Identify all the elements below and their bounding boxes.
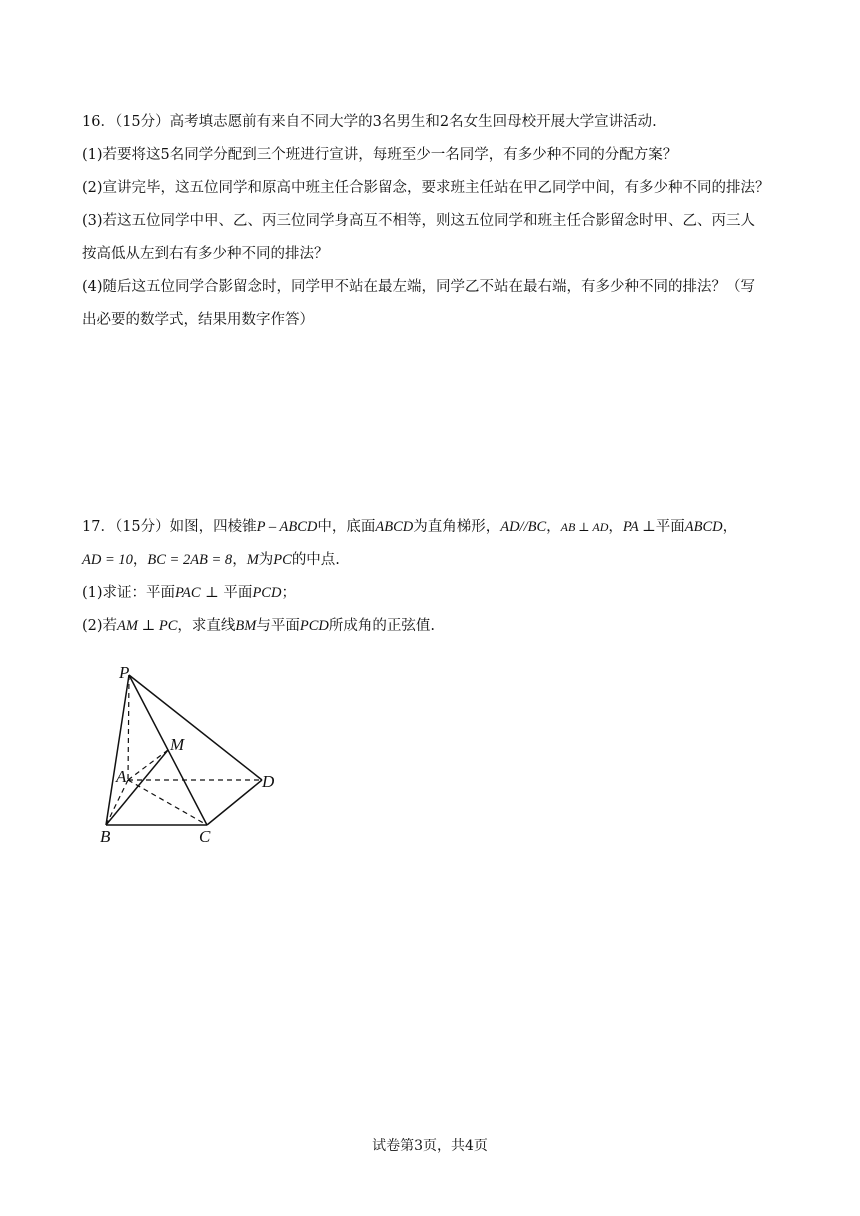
text-segment: ，求直线: [177, 618, 236, 634]
comma: ，: [232, 552, 247, 568]
perpendicular-condition-1: AB ⊥ AD: [560, 520, 609, 534]
plane-pcd: PCD: [299, 618, 329, 634]
comma: ，: [608, 519, 623, 535]
problem-16-question-3-line-1: (3)若这五位同学中甲、乙、丙三位同学身高互不相等，则这五位同学和班主任合影留念时甲、乙、丙三人: [82, 213, 756, 229]
comma: ，: [132, 552, 148, 568]
text-segment: (1)求证：平面: [82, 585, 176, 601]
perpendicular-condition-2: PA ⊥: [622, 519, 656, 535]
pyramid-diagram: [92, 660, 292, 850]
segment-pc: PC: [273, 552, 292, 568]
ad-length: AD = 10: [82, 552, 133, 568]
problem-16-question-3-line-2: 按高低从左到右有多少种不同的排法？: [82, 246, 329, 262]
edge-pd: [129, 675, 262, 780]
label-m: M: [170, 735, 185, 754]
problem-17-question-1: [82, 577, 782, 610]
condition-am-perp-pc: AM ⊥ PC: [117, 618, 178, 634]
problem-17-header-line-2: [82, 544, 782, 577]
parallel-condition: AD//BC: [500, 519, 547, 535]
text-segment: 为: [258, 552, 274, 568]
text-segment: ；: [281, 585, 296, 601]
problem-17-question-2: [82, 610, 782, 643]
problem-16-question-4-line-2: 出必要的数学式，结果用数字作答）: [82, 312, 314, 328]
problem-16: [82, 106, 782, 337]
comma: ，: [722, 519, 738, 535]
pyramid-figure: [92, 660, 292, 850]
text-segment: (2)若: [82, 618, 118, 634]
text-segment: 为直角梯形，: [413, 519, 501, 535]
edge-cd: [207, 780, 262, 825]
comma: ，: [546, 519, 561, 535]
problem-16-question-4-line-1: (4)随后这五位同学合影留念时，同学甲不站在最左端，同学乙不站在最右端，有多少种不同的排法？（写: [82, 279, 756, 295]
line-bm: BM: [235, 618, 257, 634]
plane-pcd: PCD: [252, 585, 282, 601]
text-segment: 所成角的正弦值.: [328, 618, 435, 634]
problem-17-prefix: 17．（15分）如图，四棱锥: [82, 519, 257, 535]
plane-pac: PAC: [175, 585, 201, 601]
pyramid-name: P – ABCD: [256, 519, 318, 535]
text-segment: 的中点.: [291, 552, 340, 568]
label-a: A: [116, 767, 127, 786]
problem-16-question-1: (1)若要将这5名同学分配到三个班进行宣讲，每班至少一名同学，有多少种不同的分配方案？: [82, 147, 678, 163]
text-segment: 平面: [655, 519, 685, 535]
point-m: M: [246, 552, 259, 568]
text-segment: 中，底面: [317, 519, 376, 535]
label-p: P: [119, 663, 130, 682]
label-c: C: [199, 827, 211, 846]
page-footer: 试卷第3页，共4页: [372, 1138, 488, 1154]
edge-pa-hidden: [128, 675, 129, 780]
problem-16-question-2: (2)宣讲完毕，这五位同学和原高中班主任合影留念，要求班主任站在甲乙同学中间，有多少种不同的排法？: [82, 180, 770, 196]
bc-length: BC = 2AB = 8: [147, 552, 233, 568]
base-name: ABCD: [375, 519, 414, 535]
label-d: D: [262, 772, 275, 791]
problem-17-header-line-1: [82, 511, 782, 544]
problem-16-header: 16．（15分）高考填志愿前有来自不同大学的3名男生和2名女生回母校开展大学宣讲活动.: [82, 114, 657, 130]
plane-abcd: ABCD: [684, 519, 723, 535]
segment-am-hidden: [128, 750, 168, 780]
problem-17: [82, 511, 782, 643]
label-b: B: [100, 827, 111, 846]
text-segment: ⊥ 平面: [200, 585, 253, 601]
text-segment: 与平面: [256, 618, 300, 634]
